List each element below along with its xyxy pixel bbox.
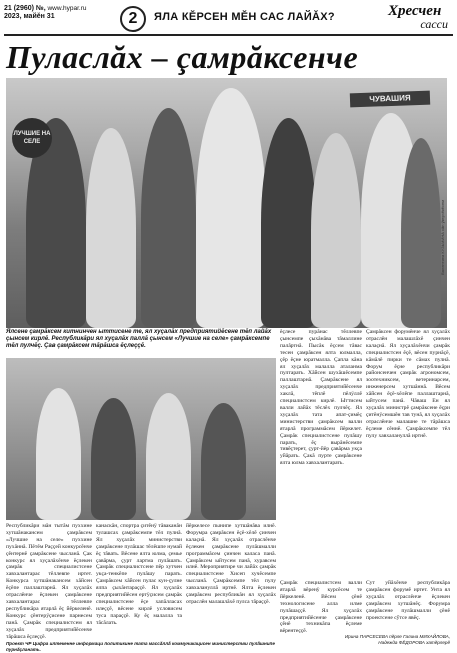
article-column-top-3: Çамрăксен форумĕнче ял хуçалăх отраслĕн малашлăхĕ çинчен калаçнă. Ял хуçалăхĕнчи çамрăк специалистсен ĕçĕ, вĕсен пурнăçĕ, кăмăлĕ пирки те сăмах пулнă. Форум ĕçне республикăри районсенчен çамрăк агрономсем, зоотехниксем, ветеринарсем, инженерсем хутшăннă. Вĕсем хăйсен ĕçĕ-хĕлĕпе паллаштарнă, ыйтусем панă. Чăваш Ен ял хуçалăх министрĕ çамрăксене ĕçри çитĕнÿсемшĕн тав тунă, ял хуçалăх отраслĕнче малашне те тăрăшса ĕçлеме сĕннĕ. Çамрăксемпе тĕл пулу хавхалануллă иртнĕ. xyxy=(366,329,450,439)
logo-top: Хресчен xyxy=(388,3,442,19)
article-column-2: канаскăн, спортра çитĕнÿ тăваканăн тулашсах çамрăксемпе тĕл пулнă. Ял хуçалăх министерстви çамрăксене пулăшас тĕлĕшпе нумай ĕç тăвать. Вĕсене ялта юлма, çемье çавăрма, çурт лартма пулăшать. Çамрăк специалистсене пĕр хутчен укçа-тенкĕпе пулăшу парать. Çамрăксем хăйсен пулас кун-çулне ялпа çыхăнтараççĕ. Ял хуçалăх предприятийĕсен ертÿçисем çамрăк специалистсене ĕçе хапăлласах илеççĕ, вĕсене кирлĕ условисем туса параççĕ. Ку ĕç малалла та тăсăлать. xyxy=(96,523,182,626)
newspaper-logo xyxy=(388,4,452,30)
article-column-5: Сут уйăхĕнче республикăра çамрăксен форумĕ иртет. Унта ял хуçалăх отраслĕнче ĕçлекен çамрăксем хутшăнĕç. Форумра çамрăксене пулăшмалли çĕнĕ проектсене сӳтсе явĕç. xyxy=(366,580,450,621)
article-column-top-2: ĕçлесе пурăнас тĕллевпе çынсемпе çыхăнăва тăмаллине палăртнă. Пысăк ĕçсем тăвас тесен çамрăксен ялта юлмалла, çĕр ĕçне юратмалла. Çапла кăна ял хуçалăх малалла аталанма пултарать. Хăйсен шухăшĕсемпе паллаштарнă. Çамрăксене ял хуçалăх предприятийĕсенче хаклă, тĕплĕ пĕлÿллĕ специалистсем кирлĕ. Ыттисем валли лайăх тĕслĕх пулчĕç. Ял хуçалăх тата апат-çимĕç министерстви çамрăксем валли ятарлă программăсем йĕркелет. Çамрăк специалистсене пулăшу парать, ĕç вырăнĕсемпе тивĕçтерет, çурт-йĕр çавăрма укçа уйăрать. Çакă пурте çамрăксене ялта юлма хавхалантарать. xyxy=(280,329,362,467)
article-column-1: Республикăри мăн тытăм пуххине хутшăнакансем çамрăксем «Лучшие на селе» пуххине пухăннă. Пĕтĕм Раççей конкурсĕнче çĕнтернĕ çамрăксене чысланă. Çак конкурс ял хуçалăхĕнче ĕçлекен çамрăк специалистсене хавхалантарас тĕллевпе иртет. Конкурса хутшăнакансем хăйсен ĕçĕпе паллаштарнă. Ял хуçалăх отраслĕнче ĕçлекен çамрăксене хавхалантарас тĕллевпе республикăра ятарлă ĕç йĕркеленĕ. Конкурс çĕнтерÿçисене парнесем панă. Çамрăк специалистсем ял хуçалăх предприятийĕсенче тăрăшса ĕçлеççĕ. xyxy=(6,523,92,640)
photo-credit: Валентина КУЗЬМИНА сăн ӳкерчĕкĕсем xyxy=(440,200,445,275)
page-number: 2 xyxy=(120,6,146,32)
project-note: Проект ЧР Цифра илтекенне информаци политикине тата массăллă коммуникацисен министерстви пулăшнипе пурнăçланать. xyxy=(6,641,275,652)
article-title: Пуласлăх – çамрăксенче xyxy=(6,39,359,75)
issue-info xyxy=(4,5,87,21)
article-column-3: йĕркелесе пынипе хутшăнăва илнĕ. Форумра çамрăксен ĕçĕ-хĕлĕ çинчен калаçнă. Ял хуçалăх отраслĕнче ĕçлекен çамрăксене пулăшмалли программăсем çинчен каласа панă. Çамрăксем ыйтусем панă, хуравсем илнĕ. Мероприятире чи лайăх çамрăк специалистсене Хисеп хучĕсемпе чысланă. Çамрăксемпе тĕл пулу хавхалануллă иртнĕ. Ялта ĕçлекен çамрăксем республикăн ял хуçалăх отраслĕн малашлăхĕ пулса тăраççĕ. xyxy=(186,523,276,605)
photo-banner: ЧУВАШИЯ xyxy=(350,91,430,108)
photo-sign: ЛУЧШИЕ НА СЕЛЕ xyxy=(12,118,52,158)
logo-bottom: сасси xyxy=(420,17,448,31)
credit-line-2: Надежда ФЁДОРОВА хатĕрлерĕ xyxy=(378,640,450,645)
issue-date: 2023, майӗн 31 xyxy=(4,13,55,20)
issue-number: 21 (2960) №, xyxy=(4,5,46,12)
second-photo xyxy=(6,358,276,520)
page-header xyxy=(4,4,453,36)
article-column-4: Çамрăк специалистсем валли ятарлă вĕренÿ курсĕсем те йĕркеленĕ. Вĕсем çĕнĕ технологисене алла илме пулăшаççĕ. Ял хуçалăх предприятийĕсенче çамрăксене çĕнĕ техникăпа ĕçлеме вĕрентеççĕ. xyxy=(280,580,362,635)
site-url: www.hypar.ru xyxy=(47,5,87,12)
author-credit xyxy=(330,634,450,646)
photo-caption: Ялсене çамрăксем китнинчен ыттисене те, ял хуçалăх предприятийĕсене тĕп лайăх çынсем кирлĕ. Республикăри ял хуçалăх паллă çынсем «Лучшие на селе» çамрăксемпе тĕл пулчĕç. Çав çамрăксем тăрăшса ĕçлеççĕ. xyxy=(6,329,272,350)
rubric-title: ЯЛА КӖРСЕН МӖН САС ЛАЙӐХ? xyxy=(154,11,335,23)
main-photo xyxy=(6,78,447,328)
credit-line-1: Ирина ПАРСЕСЕВА пĕрле Галина МИХАЙЛОВА, xyxy=(344,634,450,639)
